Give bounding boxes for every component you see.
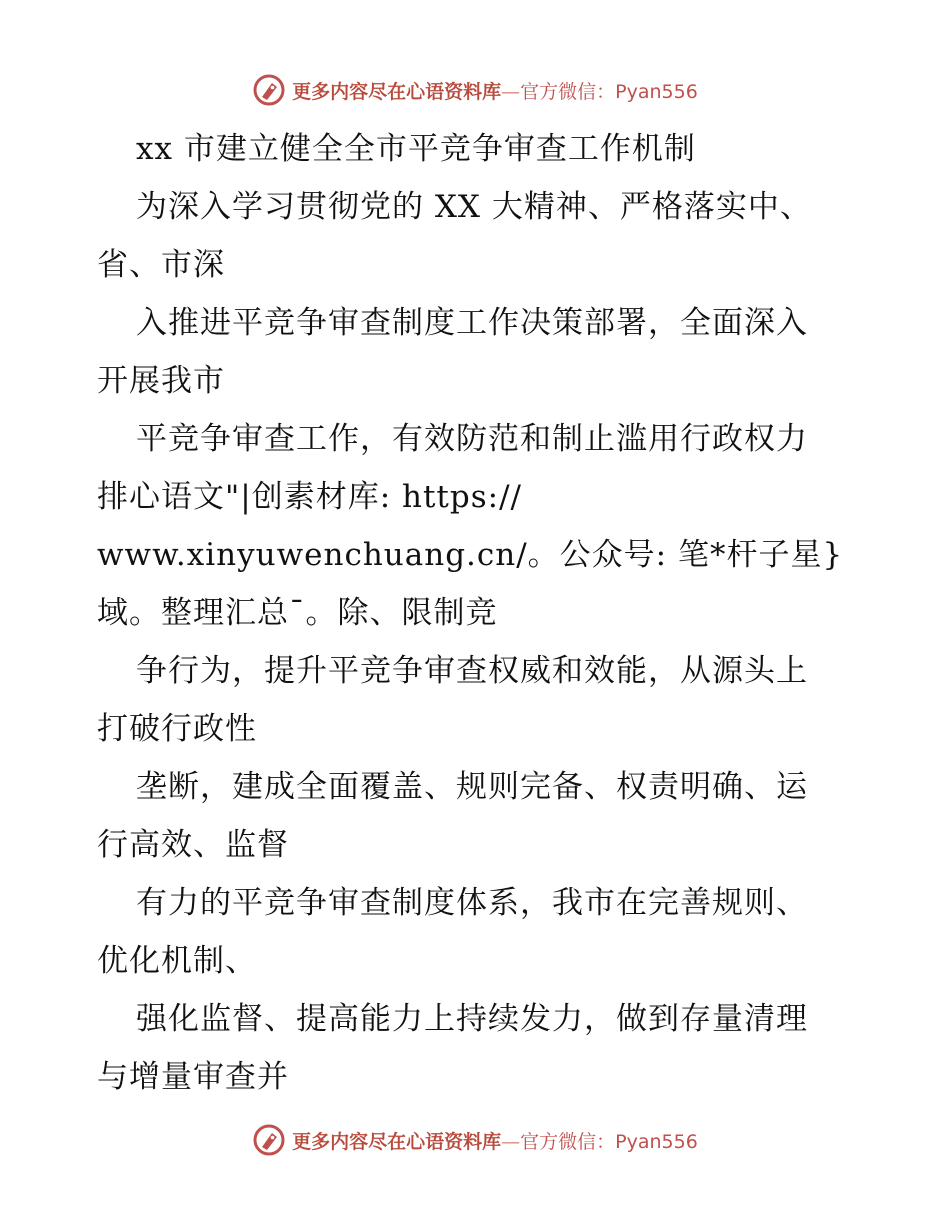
paragraph-line: 与增量审查并 (97, 1059, 289, 1095)
document-title: xx 市建立健全全市平竞争审查工作机制 (136, 131, 696, 167)
paragraph-line: 为深入学习贯彻党的 XX 大精神、严格落实中、 (136, 189, 812, 225)
document-body (97, 120, 857, 1106)
paragraph-line: 入推进平竞争审查制度工作决策部署，全面深入 (136, 305, 808, 341)
paragraph-line: 打破行政性 (97, 711, 257, 747)
paragraph-line: 强化监督、提高能力上持续发力，做到存量清理 (136, 1001, 808, 1037)
header-banner-suffix: 官方微信：Pyan556 (520, 80, 698, 103)
footer-banner-separator: — (501, 1130, 521, 1153)
paragraph-line: 域。整理汇总¯。除、限制竞 (97, 595, 498, 631)
paragraph-line: 省、市深 (97, 247, 225, 283)
pen-nib-logo-icon (252, 1123, 286, 1157)
header-banner-separator: — (501, 80, 521, 103)
paragraph-line: 争行为，提升平竞争审查权威和效能，从源头上 (136, 653, 808, 689)
header-banner-text (292, 77, 698, 104)
paragraph-line: 排心语文"|创素材库: https:// (97, 479, 522, 515)
page-footer-banner (0, 1120, 950, 1160)
footer-banner-text (292, 1127, 698, 1154)
footer-banner-suffix: 官方微信：Pyan556 (520, 1130, 698, 1153)
paragraph-line: 开展我市 (97, 363, 225, 399)
page-header-banner (0, 70, 950, 110)
paragraph-line: www.xinyuwenchuang.cn/。公众号: 笔*杆子星} (97, 537, 844, 573)
paragraph-line: 垄断，建成全面覆盖、规则完备、权责明确、运 (136, 769, 808, 805)
paragraph-line: 行高效、监督 (97, 827, 289, 863)
paragraph-line: 平竞争审查工作，有效防范和制止滥用行政权力 (136, 421, 808, 457)
footer-banner-prefix: 更多内容尽在心语资料库 (292, 1130, 502, 1153)
pen-nib-logo-icon (252, 73, 286, 107)
paragraph-line: 优化机制、 (97, 943, 257, 979)
paragraph-line: 有力的平竞争审查制度体系，我市在完善规则、 (136, 885, 808, 921)
header-banner-prefix: 更多内容尽在心语资料库 (292, 80, 502, 103)
